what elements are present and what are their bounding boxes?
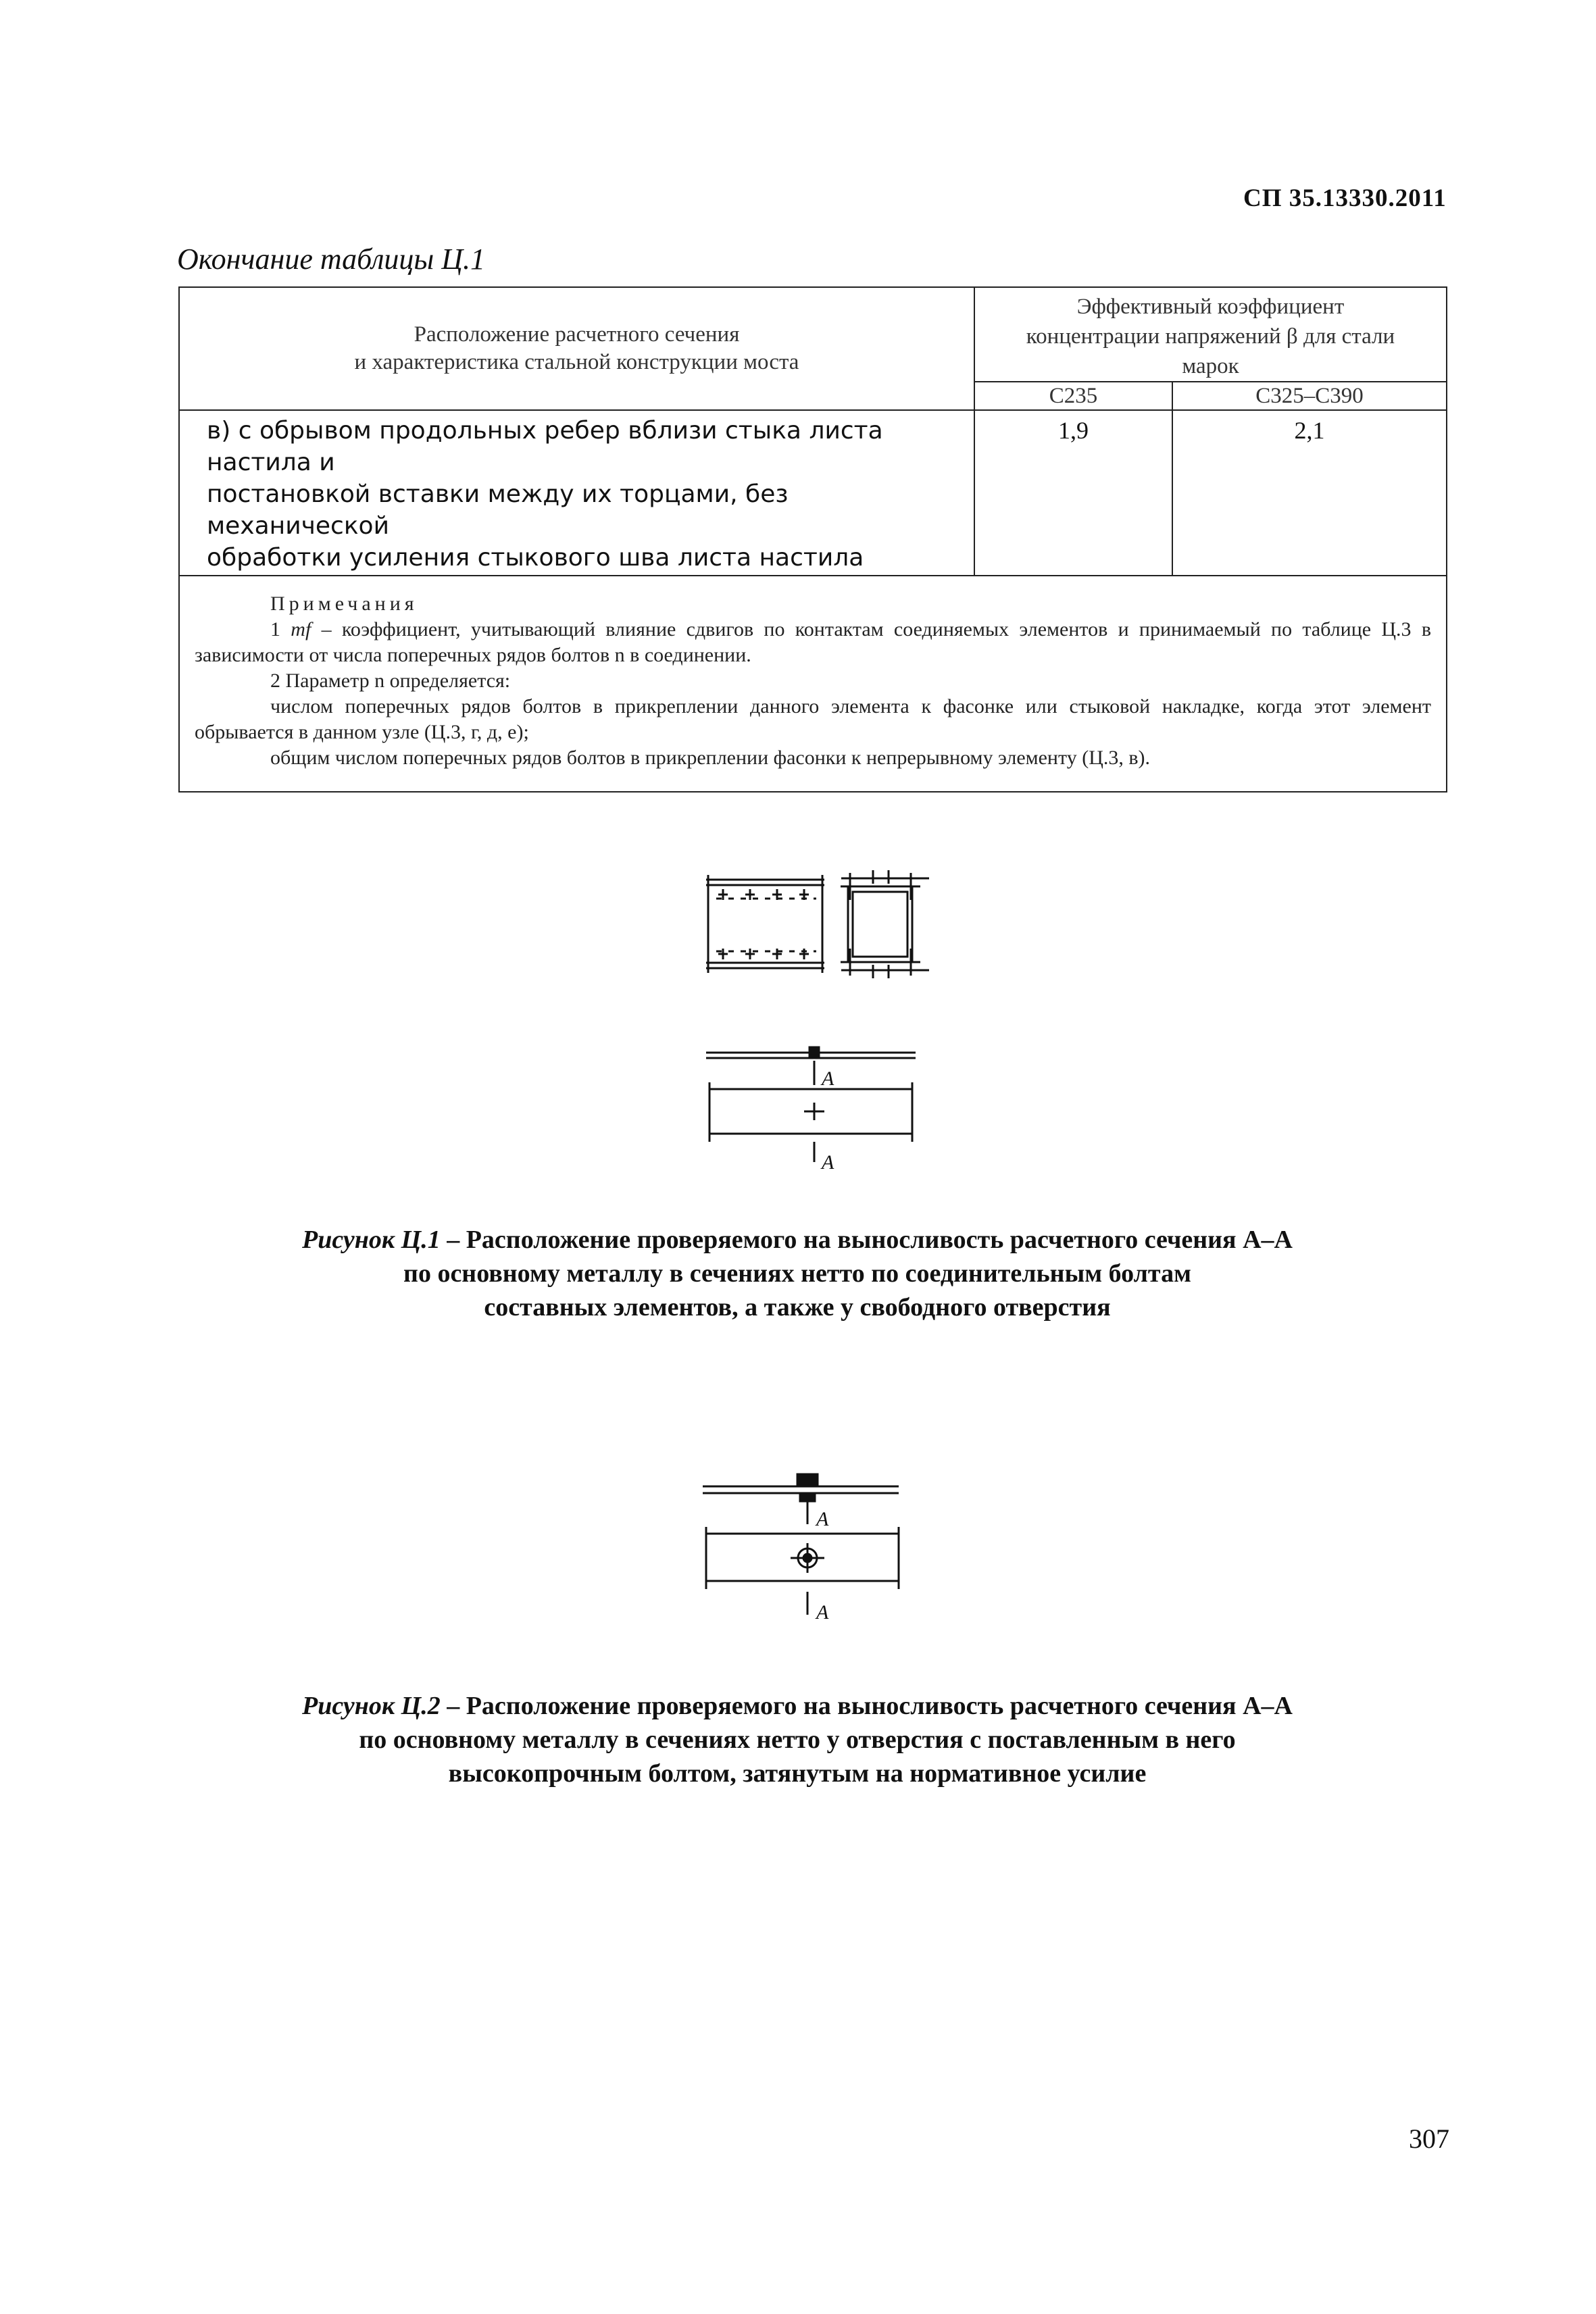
section-label: A xyxy=(822,1151,834,1174)
caption-line: по основному металлу в сечениях нетто по соединительным болтам xyxy=(403,1259,1191,1288)
header-line: Расположение расчетного сечения xyxy=(414,322,740,347)
row-value: 1,9 xyxy=(974,410,1172,576)
note-1-number: 1 xyxy=(270,618,280,640)
document-code: СП 35.13330.2011 xyxy=(1243,184,1447,212)
steel-grade-header: С235 xyxy=(974,382,1172,410)
coefficient-table xyxy=(178,286,1447,793)
figure-1-plan-drawing xyxy=(703,1040,919,1176)
column-header-location xyxy=(179,287,974,410)
header-line: и характеристика стальной конструкции моста xyxy=(354,350,799,374)
figure-1-section-drawing xyxy=(696,865,939,986)
note-2b: общим числом поперечных рядов болтов в прикреплении фасонки к непрерывному элементу (Ц.3, в). xyxy=(270,747,1151,769)
header-line: марок xyxy=(1182,354,1239,378)
caption-line: – Расположение проверяемого на выносливость расчетного сечения А–А xyxy=(447,1692,1293,1720)
section-label: A xyxy=(822,1067,834,1090)
section-label: A xyxy=(816,1601,829,1624)
figure-1-caption xyxy=(203,1223,1392,1324)
figure-2-label: Рисунок Ц.2 xyxy=(301,1692,441,1720)
figure-1-label: Рисунок Ц.1 xyxy=(301,1226,441,1254)
row-line: постановкой вставки между их торцами, без механической xyxy=(207,480,789,540)
note-1-symbol: mf xyxy=(291,618,311,640)
table-row xyxy=(179,410,1447,576)
row-line: обработки усиления стыкового шва листа настила xyxy=(207,544,864,572)
figure-2-drawing xyxy=(696,1459,919,1649)
steel-grade-header: С325–С390 xyxy=(1172,382,1447,410)
row-value: 2,1 xyxy=(1172,410,1447,576)
caption-line: по основному металлу в сечениях нетто у отверстия с поставленным в него xyxy=(359,1726,1236,1754)
table-notes xyxy=(179,576,1447,792)
caption-line: высокопрочным болтом, затянутым на нормативное усилие xyxy=(448,1759,1147,1788)
note-2a: числом поперечных рядов болтов в прикреплении данного элемента к фасонке или стыковой накладке, когда этот элемент обрывается в данном узле (Ц.3, г, д, е); xyxy=(195,695,1431,743)
note-1 xyxy=(195,617,1431,668)
header-line: концентрации напряжений β для стали xyxy=(1026,324,1395,349)
header-line: Эффективный коэффициент xyxy=(1076,295,1345,319)
table-caption: Окончание таблицы Ц.1 xyxy=(177,243,485,276)
row-description xyxy=(179,410,974,576)
row-line: в) с обрывом продольных ребер вблизи стыка листа настила и xyxy=(207,417,883,476)
notes-heading: Примечания xyxy=(270,593,418,615)
note-1-text: – коэффициент, учитывающий влияние сдвигов по контактам соединяемых элементов и принимаемый по таблице Ц.3 в зависимости от числа поперечных рядов болтов n в соединении. xyxy=(195,618,1432,666)
page-number: 307 xyxy=(1409,2123,1449,2154)
section-label: A xyxy=(816,1508,829,1530)
figure-2-caption xyxy=(203,1689,1392,1790)
note-2: 2 Параметр n определяется: xyxy=(270,670,511,692)
caption-line: составных элементов, а также у свободного отверстия xyxy=(484,1293,1111,1322)
caption-line: – Расположение проверяемого на выносливость расчетного сечения А–А xyxy=(447,1226,1293,1254)
column-header-coefficient xyxy=(974,287,1447,382)
